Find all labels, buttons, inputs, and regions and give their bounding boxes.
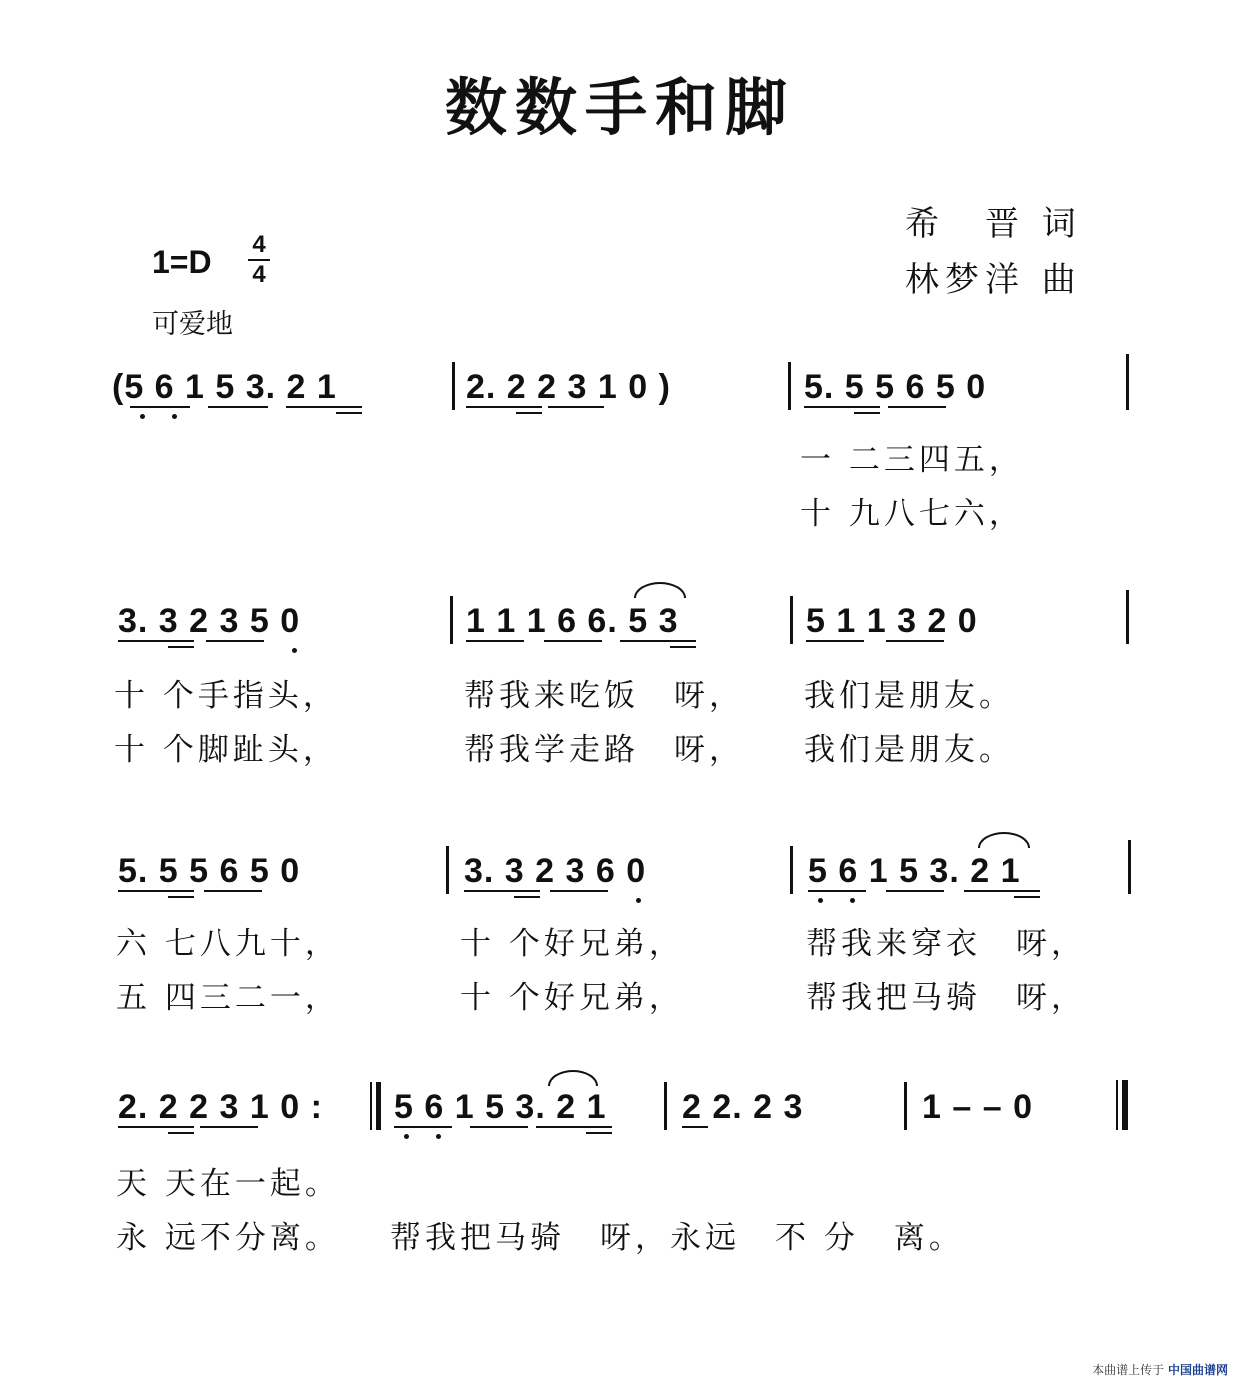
low-octave-dot <box>436 1134 441 1139</box>
bar-line <box>1128 840 1131 894</box>
time-signature-top: 4 <box>252 231 266 258</box>
beam <box>516 412 542 414</box>
measure: 2 2. 2 3 <box>682 1088 804 1126</box>
key-signature: 1=D <box>152 244 212 280</box>
tie-slur <box>548 1070 598 1086</box>
lyric-verse-1: 我们是朋友。 <box>804 678 1014 714</box>
lyric-verse-2: 十 个好兄弟， <box>460 980 684 1016</box>
time-signature-bottom: 4 <box>252 261 266 288</box>
beam <box>118 1126 194 1128</box>
beam <box>466 406 542 408</box>
beam <box>682 1126 708 1128</box>
lyric-verse-1: 十 个好兄弟， <box>460 926 684 962</box>
beam <box>336 412 362 414</box>
beam <box>118 890 194 892</box>
lyric-verse-2: 帮我学走路 呀， <box>464 732 744 768</box>
bar-line <box>664 1082 667 1130</box>
site-logo[interactable]: 中国曲谱网 <box>1167 1363 1228 1377</box>
lyric-verse-2: 十 九八七六， <box>800 496 1024 532</box>
low-octave-dot <box>850 898 855 903</box>
bar-line <box>790 596 793 644</box>
low-octave-dot <box>140 414 145 419</box>
beam <box>168 896 194 898</box>
lyric-verse-2: 十 个脚趾头， <box>114 732 338 768</box>
beam <box>200 1126 258 1128</box>
beam <box>804 406 880 408</box>
beam <box>118 640 194 642</box>
lyric-verse-2: 五 四三二一， <box>116 980 340 1016</box>
final-bar-thin <box>1116 1080 1118 1130</box>
beam <box>886 640 944 642</box>
beam <box>286 406 362 408</box>
low-octave-dot <box>172 414 177 419</box>
time-signature <box>248 232 270 288</box>
repeat-bar-thin <box>370 1082 372 1130</box>
lyric-verse-1: 六 七八九十， <box>116 926 340 962</box>
lyric-verse-2: 帮我把马骑 呀， <box>806 980 1086 1016</box>
beam <box>670 646 696 648</box>
beam <box>964 890 1040 892</box>
lyricist-credit: 希 晋 词 <box>905 204 1082 244</box>
beam <box>168 646 194 648</box>
bar-line <box>446 846 449 894</box>
beam <box>808 890 866 892</box>
beam <box>536 1126 612 1128</box>
bar-line <box>788 362 791 410</box>
measure: 2. 2 2 3 1 0 ) <box>466 368 671 406</box>
beam <box>208 406 268 408</box>
measure: 5. 5 5 6 5 0 <box>118 852 301 890</box>
beam <box>466 640 524 642</box>
beam <box>514 896 540 898</box>
beam <box>168 1132 194 1134</box>
song-title: 数数手和脚 <box>444 71 795 144</box>
bar-line <box>904 1082 907 1130</box>
low-octave-dot <box>404 1134 409 1139</box>
beam <box>620 640 696 642</box>
beam <box>544 640 602 642</box>
repeat-bar-thick <box>376 1082 381 1130</box>
beam <box>586 1132 612 1134</box>
lyric-verse-1: 天 天在一起。 <box>116 1166 340 1202</box>
measure: 5 6 1 5 3. 2 1 <box>808 852 1021 890</box>
bar-line <box>790 846 793 894</box>
measure: (5 6 1 5 3. 2 1 <box>112 368 337 406</box>
bar-line <box>450 596 453 644</box>
measure: 3. 3 2 3 6 0 <box>464 852 647 890</box>
lyric-verse-1: 十 个手指头， <box>114 678 338 714</box>
bar-line <box>1126 590 1129 644</box>
beam <box>206 640 264 642</box>
beam <box>130 406 190 408</box>
measure: 3. 3 2 3 5 0 <box>118 602 301 640</box>
measure: 5 6 1 5 3. 2 1 <box>394 1088 607 1126</box>
beam <box>470 1126 528 1128</box>
measure: 1 – – 0 <box>922 1088 1033 1126</box>
beam <box>886 890 944 892</box>
lyric-verse-1: 帮我来吃饭 呀， <box>464 678 744 714</box>
beam <box>464 890 540 892</box>
beam <box>854 412 880 414</box>
lyric-verse-1: 帮我来穿衣 呀， <box>806 926 1086 962</box>
tie-slur <box>634 582 686 598</box>
lyric-verse-2: 帮我把马骑 呀，永远 不 分 离。 <box>390 1220 964 1256</box>
tie-slur <box>978 832 1030 848</box>
beam <box>806 640 864 642</box>
low-octave-dot <box>818 898 823 903</box>
measure: 2. 2 2 3 1 0 : <box>118 1088 323 1126</box>
lyric-verse-1: 一 二三四五， <box>800 442 1024 478</box>
low-octave-dot <box>292 648 297 653</box>
lyric-verse-2: 我们是朋友。 <box>804 732 1014 768</box>
low-octave-dot <box>636 898 641 903</box>
lyric-verse-2: 永 远不分离。 <box>116 1220 340 1256</box>
bar-line <box>452 362 455 410</box>
footer-credit <box>1092 1361 1228 1378</box>
beam <box>1014 896 1040 898</box>
measure: 1 1 1 6 6. 5 3 <box>466 602 679 640</box>
beam <box>394 1126 452 1128</box>
beam <box>204 890 262 892</box>
composer-credit: 林梦洋 曲 <box>905 260 1082 300</box>
measure: 5. 5 5 6 5 0 <box>804 368 987 406</box>
bar-line <box>1126 354 1129 410</box>
beam <box>548 406 604 408</box>
footer-prefix: 本曲谱上传于 <box>1092 1363 1165 1377</box>
final-bar-thick <box>1122 1080 1128 1130</box>
tempo-marking: 可爱地 <box>152 309 233 340</box>
measure: 5 1 1 3 2 0 <box>806 602 978 640</box>
beam <box>888 406 946 408</box>
beam <box>550 890 608 892</box>
